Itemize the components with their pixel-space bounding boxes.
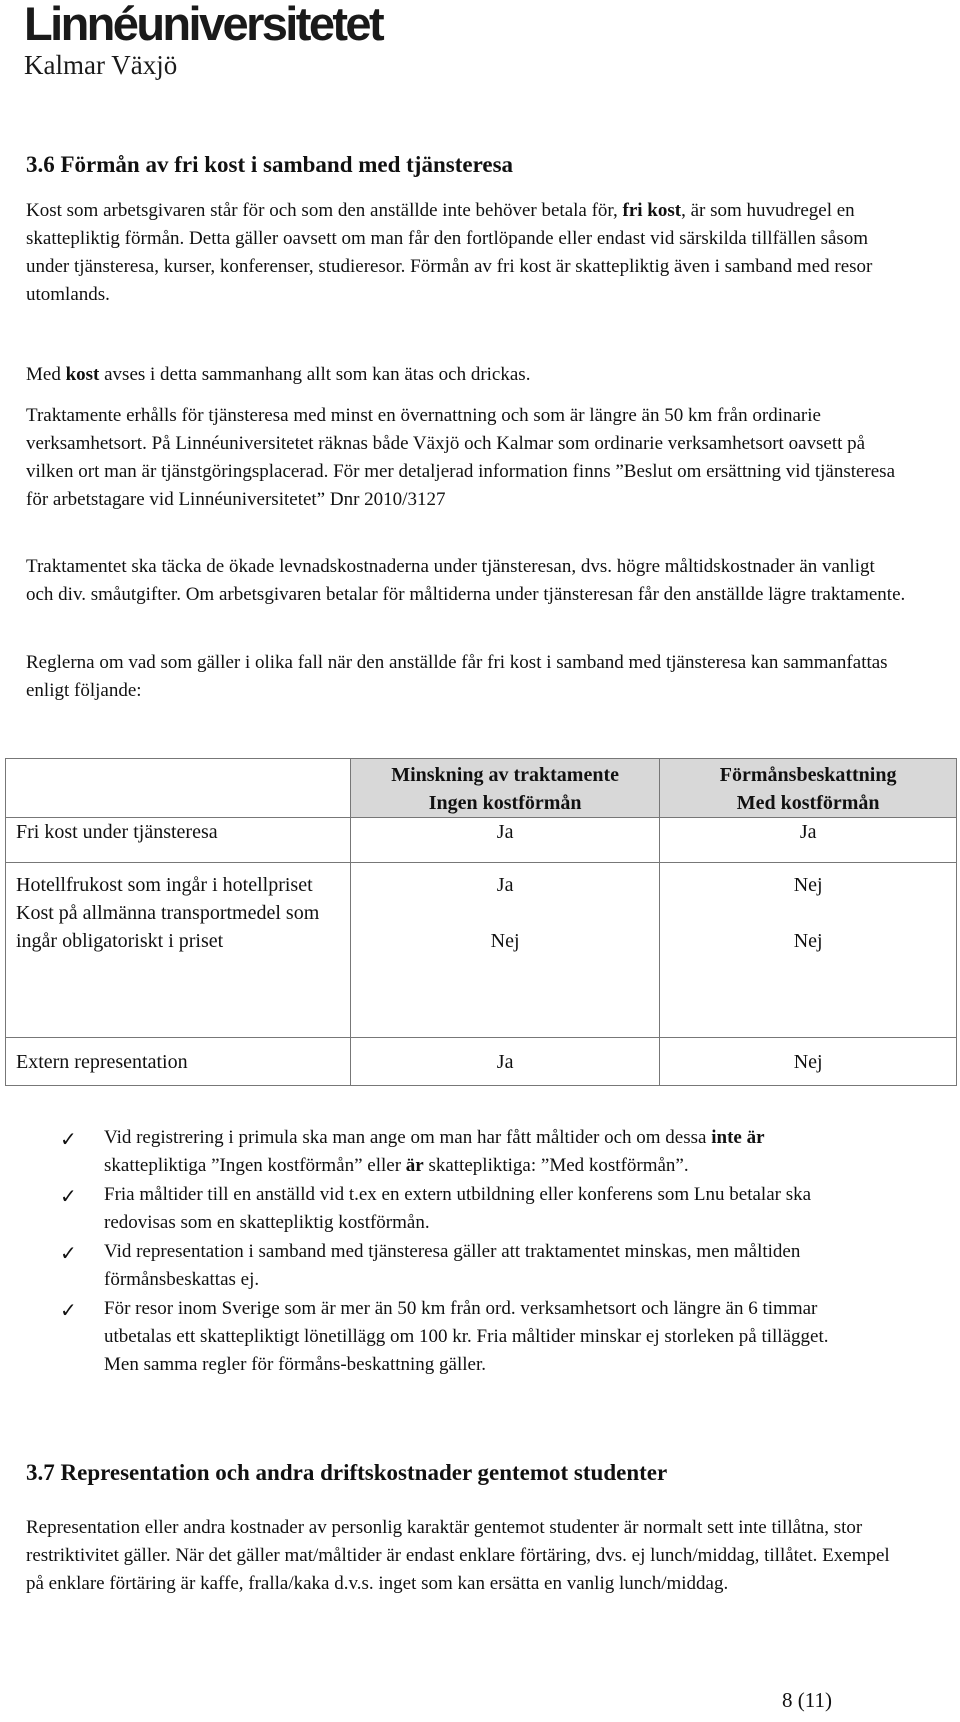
row-labels-group: [6, 863, 351, 1038]
checklist-item-text: För resor inom Sverige som är mer än 50 km från ord. verksamhetsort och längre än 6 timmar utbetalas ett skattepliktigt lönetillägg om 100 kr. Fria måltider minskar ej storleken på tillägget. Men samma regler för förmåns-beskattning gäller.: [104, 1298, 829, 1375]
checklist-item: [60, 1295, 860, 1379]
row-value-formansbeskattning: Nej: [793, 930, 823, 952]
header-col1-line2: Ingen kostförmån: [428, 792, 582, 814]
table-header-blank: [6, 759, 351, 818]
paragraph-representation-studenter: Representation eller andra kostnader av personlig karaktär gentemot studenter är normalt sett inte tillåtna, stor restriktivitet gäller. När det gäller mat/måltider är endast enklare förtäring, dvs. ej lunch/middag, tillåtet. Exempel på enklare förtäring är kaffe, fralla/kaka d.v.s. inget som kan ersätta en vanlig lunch/middag.: [26, 1517, 890, 1594]
row-values-minskning: [350, 863, 659, 1038]
table-row: [6, 818, 957, 863]
section-heading-3-7: 3.7 Representation och andra driftskostnader gentemot studenter: [26, 1460, 668, 1485]
checklist-item-text: Vid representation i samband med tjänsteresa gäller att traktamentet minskas, men måltiden förmånsbeskattas ej.: [104, 1241, 801, 1290]
kostforman-table: [5, 758, 957, 1086]
table-header-row: [6, 759, 957, 818]
checkmark-icon: ✓: [60, 1298, 77, 1322]
checklist: [60, 1124, 860, 1380]
row-value-formansbeskattning: Nej: [660, 1038, 957, 1086]
header-col2-line1: Förmånsbeskattning: [719, 764, 897, 786]
checklist-item: [60, 1181, 860, 1237]
paragraph-traktamente: Traktamente erhålls för tjänsteresa med minst en övernattning och som är längre än 50 km från ordinarie verksamhetsort. På Linnéuniversitetet räknas både Växjö och Kalmar som ordinarie verksamhetsort oavsett på vilken ort man är tjänstgöringsplacerad. För mer detaljerad information finns ”Beslut om ersättning vid tjänsteresa för arbetstagare vid Linnéuniversitetet” Dnr 2010/3127: [26, 405, 896, 510]
row-value-minskning: Ja: [350, 1038, 659, 1086]
table-row: [6, 1038, 957, 1086]
row-label: Kost på allmänna transportmedel som ingår obligatoriskt i priset: [16, 902, 320, 952]
checklist-item: [60, 1238, 860, 1294]
logo-subtitle: Kalmar Växjö: [24, 50, 178, 80]
paragraph-kost-definition: Med kost avses i detta sammanhang allt som kan ätas och drickas.: [26, 364, 531, 385]
row-value-minskning: Nej: [490, 930, 520, 952]
paragraph-fri-kost: Kost som arbetsgivaren står för och som den anställde inte behöver betala för, fri kost, är som huvudregel en skattepliktig förmån. Detta gäller oavsett om man får den fortlöpande eller endast vid särskilda tillfällen såsom under tjänsteresa, kurser, konferenser, studieresor. Förmån av fri kost är skattepliktig även i samband med resor utomlands.: [26, 200, 873, 305]
checkmark-icon: ✓: [60, 1184, 77, 1208]
checklist-item: [60, 1124, 860, 1180]
logo-name: Linnéuniversitetet: [24, 0, 383, 50]
header-col1-line1: Minskning av traktamente: [391, 764, 620, 786]
row-label: Hotellfrukost som ingår i hotellpriset: [16, 874, 313, 896]
row-value-formansbeskattning: Nej: [793, 874, 823, 896]
checklist-item-text: Vid registrering i primula ska man ange om man har fått måltider och om dessa inte är skattepliktiga ”Ingen kostförmån” eller är skattepliktiga: ”Med kostförmån”.: [104, 1127, 765, 1176]
table-row: [6, 863, 957, 1038]
page-number: 8 (11): [782, 1688, 832, 1712]
checkmark-icon: ✓: [60, 1241, 77, 1265]
checkmark-icon: ✓: [60, 1127, 77, 1151]
row-value-formansbeskattning: Ja: [660, 818, 957, 863]
row-label: Fri kost under tjänsteresa: [6, 818, 351, 863]
row-value-minskning: Ja: [496, 874, 514, 896]
paragraph-traktamentet-tacka: Traktamentet ska täcka de ökade levnadskostnaderna under tjänsteresan, dvs. högre måltidskostnader än vanligt och div. småutgifter. Om arbetsgivaren betalar för måltiderna under tjänsteresan får den anställde lägre traktamente.: [26, 556, 906, 605]
table-header-formansbeskattning: [660, 759, 957, 818]
paragraph-reglerna: Reglerna om vad som gäller i olika fall när den anställde får fri kost i samband med tjänsteresa kan sammanfattas enligt följande:: [26, 652, 888, 701]
checklist-item-text: Fria måltider till en anställd vid t.ex en extern utbildning eller konferens som Lnu betalar ska redovisas som en skattepliktig kostförmån.: [104, 1184, 812, 1233]
university-logo: [24, 0, 382, 80]
row-value-minskning: Ja: [350, 818, 659, 863]
table-header-minskning: [350, 759, 659, 818]
row-label: Extern representation: [6, 1038, 351, 1086]
section-heading-3-6: 3.6 Förmån av fri kost i samband med tjänsteresa: [26, 152, 514, 177]
header-col2-line2: Med kostförmån: [736, 792, 880, 814]
row-values-formansbeskattning: [660, 863, 957, 1038]
